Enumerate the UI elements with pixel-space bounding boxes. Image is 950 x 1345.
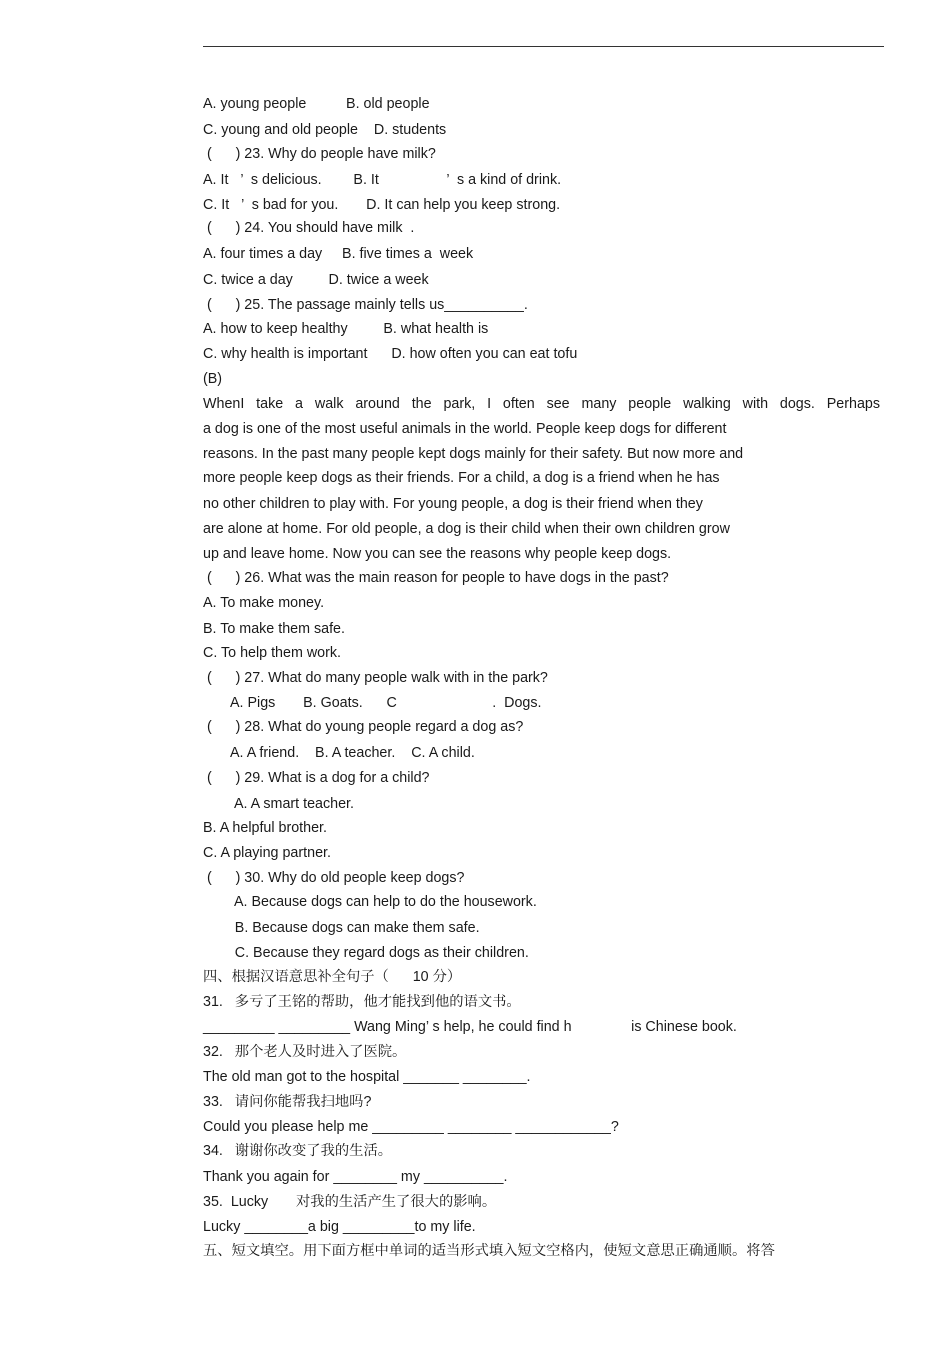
- question-35: 35. Lucky 对我的生活产生了很大的影响。: [203, 1194, 497, 1210]
- question-30: ( ) 30. Why do old people keep dogs?: [203, 870, 465, 886]
- passage-line: WhenI take a walk around the park, I often see many people walking with dogs. Perhaps: [203, 396, 880, 412]
- question-23: ( ) 23. Why do people have milk?: [203, 146, 436, 162]
- text-line: A. how to keep healthy B. what health is: [203, 321, 489, 337]
- text-line: C. young and old people D. students: [203, 122, 447, 138]
- text-line: A. It ’ s delicious. B. It ’ s a kind of drink.: [203, 172, 562, 188]
- text-line: B. To make them safe.: [203, 621, 345, 637]
- passage-line: no other children to play with. For young people, a dog is their friend when they: [203, 496, 703, 512]
- question-34: 34. 谢谢你改变了我的生活。: [203, 1143, 393, 1159]
- section-b-label: (B): [203, 371, 223, 387]
- question-24: ( ) 24. You should have milk .: [203, 220, 415, 236]
- text-line: A. four times a day B. five times a week: [203, 246, 474, 262]
- text-line: C. Because they regard dogs as their children.: [203, 945, 529, 961]
- section-five-heading: 五、短文填空。用下面方框中单词的适当形式填入短文空格内，使短文意思正确通顺。将答: [203, 1243, 775, 1259]
- question-27: ( ) 27. What do many people walk with in the park?: [203, 670, 548, 686]
- question-33: 33. 请问你能帮我扫地吗?: [203, 1094, 372, 1110]
- passage-line: are alone at home. For old people, a dog is their child when their own children grow: [203, 521, 730, 537]
- passage-line: reasons. In the past many people kept dogs mainly for their safety. But now more and: [203, 446, 744, 462]
- text-line: Thank you again for ________ my __________.: [203, 1169, 508, 1185]
- text-line: B. A helpful brother.: [203, 820, 327, 836]
- question-32: 32. 那个老人及时进入了医院。: [203, 1044, 407, 1060]
- text-line: A. A friend. B. A teacher. C. A child.: [203, 745, 475, 761]
- passage-line: more people keep dogs as their friends. For a child, a dog is a friend when he has: [203, 470, 720, 486]
- text-line: C. why health is important D. how often you can eat tofu: [203, 346, 578, 362]
- text-line: Could you please help me _________ ________ ____________?: [203, 1119, 619, 1135]
- section-four-heading: 四、根据汉语意思补全句子（ 10 分）: [203, 969, 462, 985]
- text-line: C. To help them work.: [203, 645, 341, 661]
- question-28: ( ) 28. What do young people regard a dog as?: [203, 719, 524, 735]
- text-line: A. Pigs B. Goats. C . Dogs.: [203, 695, 542, 711]
- question-29: ( ) 29. What is a dog for a child?: [203, 770, 430, 786]
- text-line: Lucky ________a big _________to my life.: [203, 1219, 476, 1235]
- text-line: A. Because dogs can help to do the housework.: [203, 894, 537, 910]
- text-line: A. young people B. old people: [203, 96, 430, 112]
- text-line: The old man got to the hospital _______ ________.: [203, 1069, 531, 1085]
- question-31: 31. 多亏了王铭的帮助，他才能找到他的语文书。: [203, 994, 521, 1010]
- text-line: C. A playing partner.: [203, 845, 331, 861]
- header-rule: [203, 46, 884, 47]
- text-line: _________ _________ Wang Ming’ s help, he could find h is Chinese book.: [203, 1019, 737, 1035]
- passage-line: a dog is one of the most useful animals in the world. People keep dogs for different: [203, 421, 727, 437]
- passage-line: up and leave home. Now you can see the reasons why people keep dogs.: [203, 546, 672, 562]
- text-line: B. Because dogs can make them safe.: [203, 920, 480, 936]
- text-line: C. It ’ s bad for you. D. It can help you keep strong.: [203, 197, 561, 213]
- text-line: A. To make money.: [203, 595, 325, 611]
- text-line: A. A smart teacher.: [203, 796, 354, 812]
- question-26: ( ) 26. What was the main reason for people to have dogs in the past?: [203, 570, 669, 586]
- text-line: C. twice a day D. twice a week: [203, 272, 429, 288]
- question-25: ( ) 25. The passage mainly tells us__________.: [203, 297, 528, 313]
